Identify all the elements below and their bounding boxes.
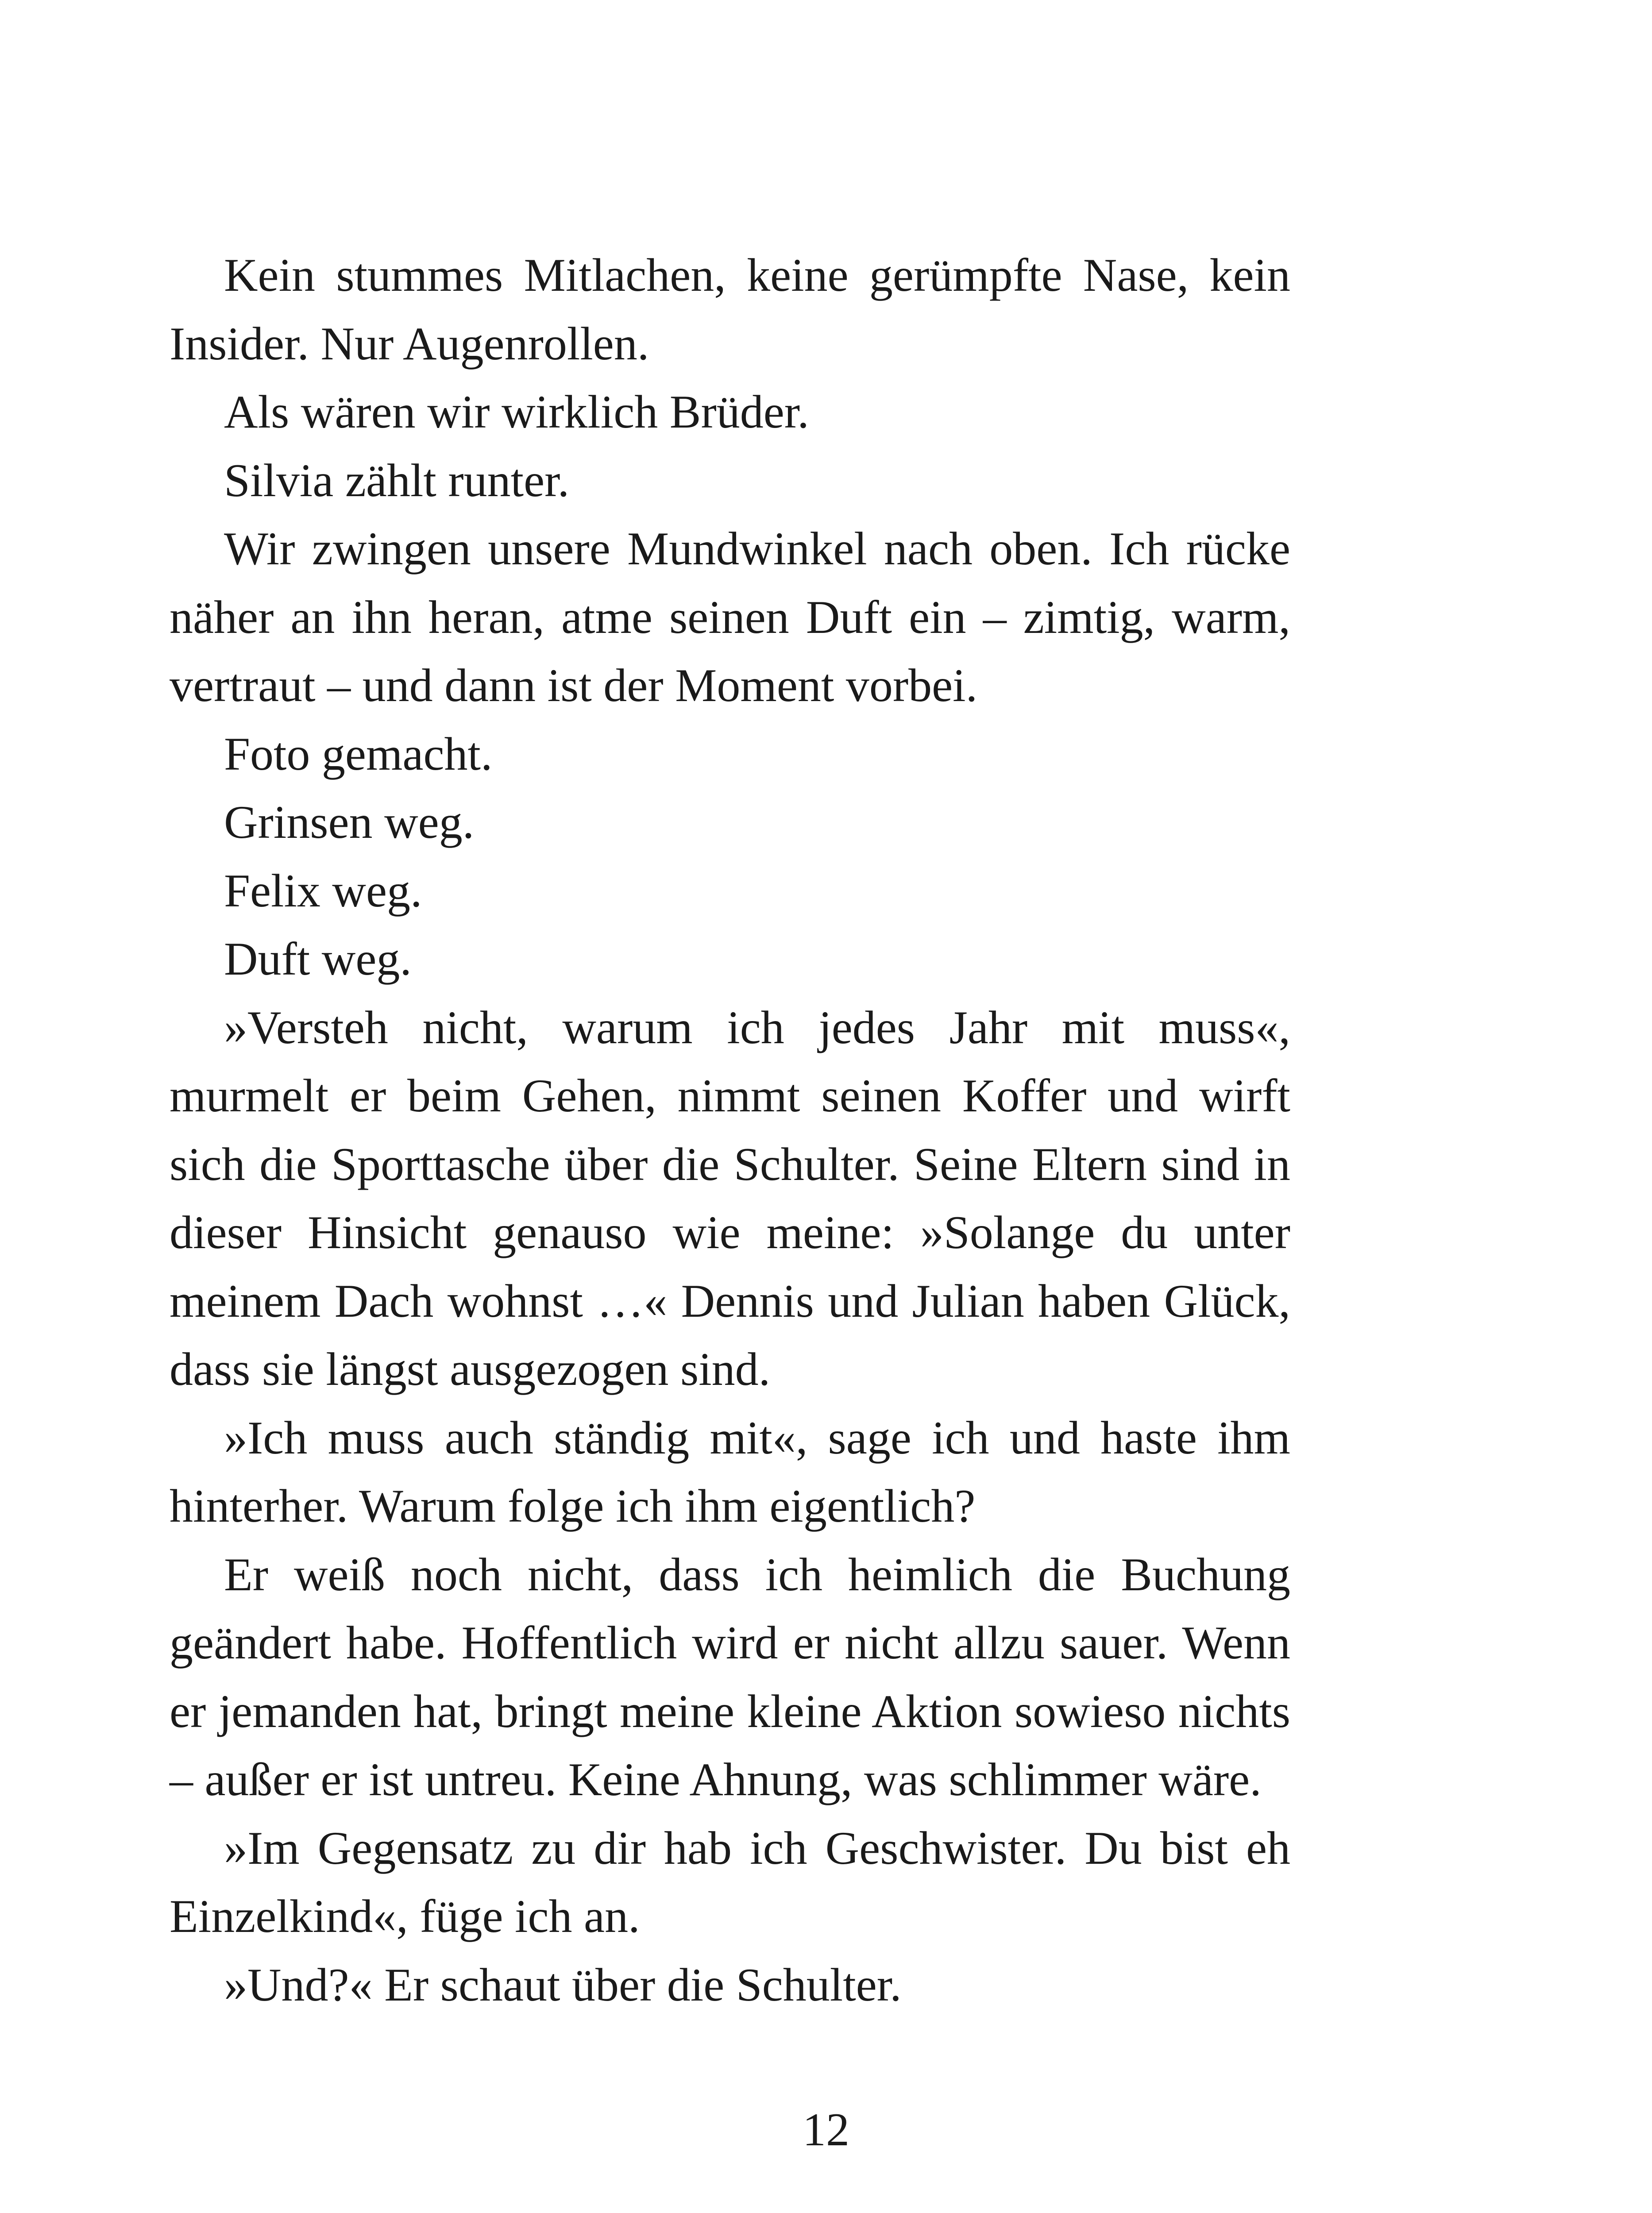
paragraph: Felix weg. (224, 864, 422, 917)
paragraph: »Versteh nicht, warum ich jedes Jahr mit muss«, murmelt er beim Gehen, nimmt seinen Koffer und wirft sich die Sporttasche über die Schulter. Seine Eltern sind in dieser Hinsicht genauso wie meine: »Solange du unter meinem Dach wohnst …« Dennis und Julian haben Glück, dass sie längst ausgezogen sind. (170, 1001, 1290, 1395)
paragraph: Foto gemacht. (224, 728, 493, 780)
paragraph: Wir zwingen unsere Mundwinkel nach oben. Ich rücke näher an ihn heran, atme seinen Duft ein – zimtig, warm, vertraut – und dann ist der Moment vorbei. (170, 523, 1290, 711)
paragraph: Duft weg. (224, 933, 412, 985)
paragraph: »Und?« Er schaut über die Schulter. (224, 1959, 902, 2011)
page-number: 12 (803, 2104, 849, 2155)
paragraph: »Ich muss auch ständig mit«, sage ich und haste ihm hinterher. Warum folge ich ihm eigentlich? (170, 1411, 1290, 1532)
paragraph: Kein stummes Mitlachen, keine gerümpfte Nase, kein Insider. Nur Augenrollen. (170, 249, 1290, 370)
paragraph: Er weiß noch nicht, dass ich heimlich die Buchung geändert habe. Hoffentlich wird er nicht allzu sauer. Wenn er jemanden hat, bringt meine kleine Aktion sowieso nichts – außer er ist untreu. Keine Ahnung, was schlimmer wäre. (170, 1548, 1290, 1805)
paragraph: Grinsen weg. (224, 796, 475, 848)
body-text (170, 241, 1290, 2019)
paragraph: »Im Gegensatz zu dir hab ich Geschwister. Du bist eh Einzelkind«, füge ich an. (170, 1822, 1290, 1942)
paragraph: Als wären wir wirklich Brüder. (224, 386, 809, 438)
paragraph: Silvia zählt runter. (224, 454, 570, 506)
